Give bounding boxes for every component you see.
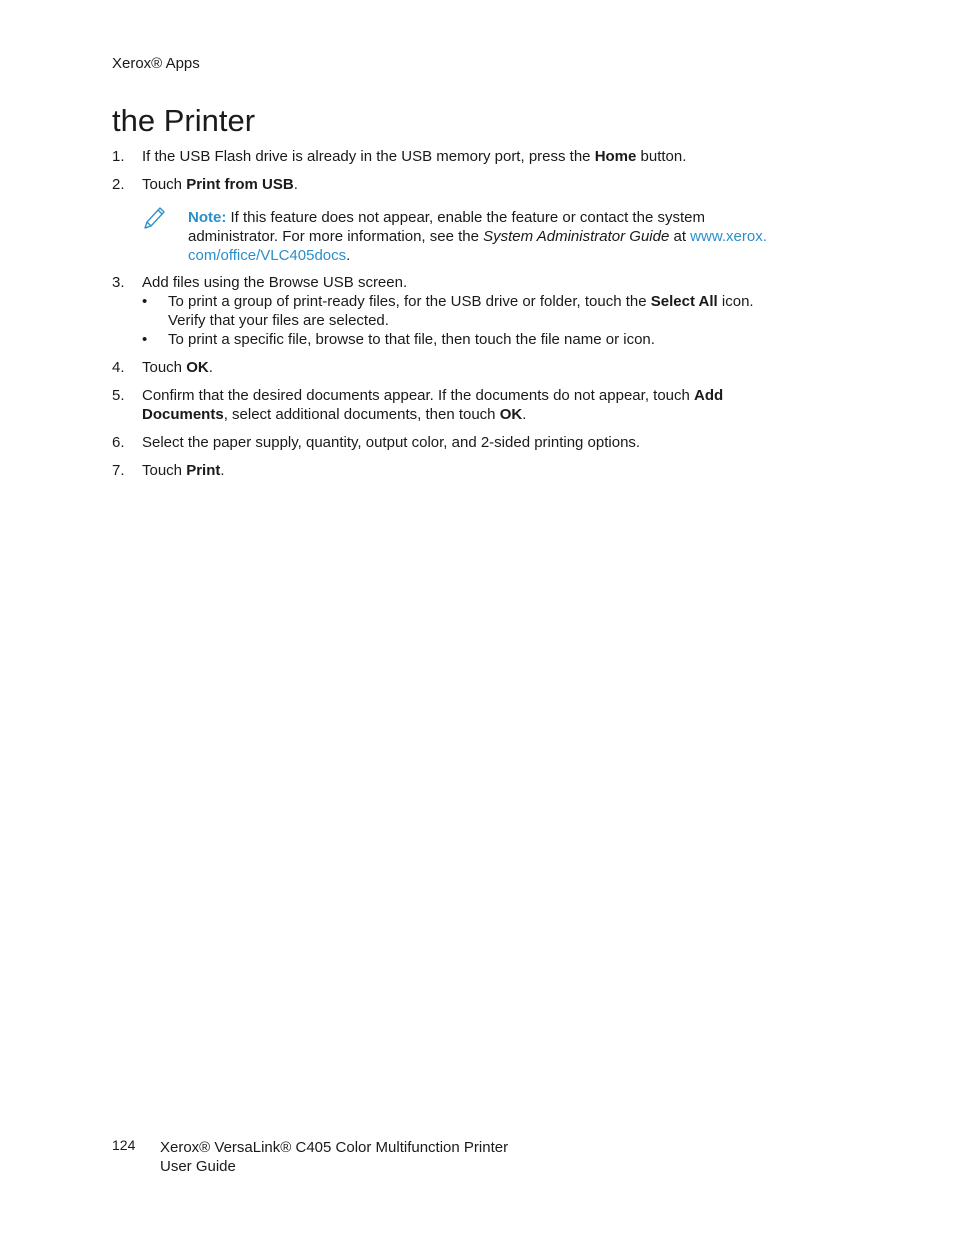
step-number: 5. — [112, 387, 125, 404]
step-number: 2. — [112, 176, 125, 193]
step-text: Add files using the Browse USB screen. — [142, 274, 408, 291]
pencil-icon — [142, 205, 166, 231]
note-block — [188, 208, 828, 265]
page-number: 124 — [112, 1137, 136, 1153]
doc-link-cont[interactable]: com/office/VLC405docs — [188, 247, 347, 264]
running-header: Xerox® Apps — [112, 55, 200, 72]
step-text: Touch Print from USB. — [142, 176, 298, 193]
note-label: Note: — [188, 209, 227, 226]
step-text: Touch OK. — [142, 359, 213, 376]
step-text: Touch Print. — [142, 462, 225, 479]
bullet-text: To print a group of print-ready files, for the USB drive or folder, touch the Select All icon. Verify that your files are selected. — [168, 293, 754, 329]
step-number: 1. — [112, 148, 125, 165]
step-number: 4. — [112, 359, 125, 376]
page-title: the Printer — [112, 103, 256, 138]
step-text: Confirm that the desired documents appear. If the documents do not appear, touch Add Documents, select additional documents, then touch OK. — [142, 387, 724, 423]
step-number: 7. — [112, 462, 125, 479]
bullet-dot: • — [142, 331, 148, 348]
guide-title: System Administrator Guide — [483, 228, 670, 245]
doc-link[interactable]: www.xerox. — [690, 228, 767, 245]
note-line-2: administrator. For more information, see the System Administrator Guide at www.xerox. — [188, 228, 767, 245]
bullet-dot: • — [142, 293, 148, 310]
footer-doc-type: User Guide — [160, 1158, 236, 1175]
footer-title — [160, 1138, 508, 1176]
step-text: Select the paper supply, quantity, output color, and 2-sided printing options. — [142, 434, 641, 451]
bullet-text: To print a specific file, browse to that file, then touch the file name or icon. — [168, 331, 655, 348]
note-line-3: com/office/VLC405docs. — [188, 247, 351, 264]
footer-product: Xerox® VersaLink® C405 Color Multifunction Printer — [160, 1139, 509, 1156]
step-number: 6. — [112, 434, 125, 451]
step-text: If the USB Flash drive is already in the USB memory port, press the Home button. — [142, 148, 687, 165]
step-number: 3. — [112, 274, 125, 291]
note-line-1: Note: If this feature does not appear, enable the feature or contact the system — [188, 209, 705, 226]
